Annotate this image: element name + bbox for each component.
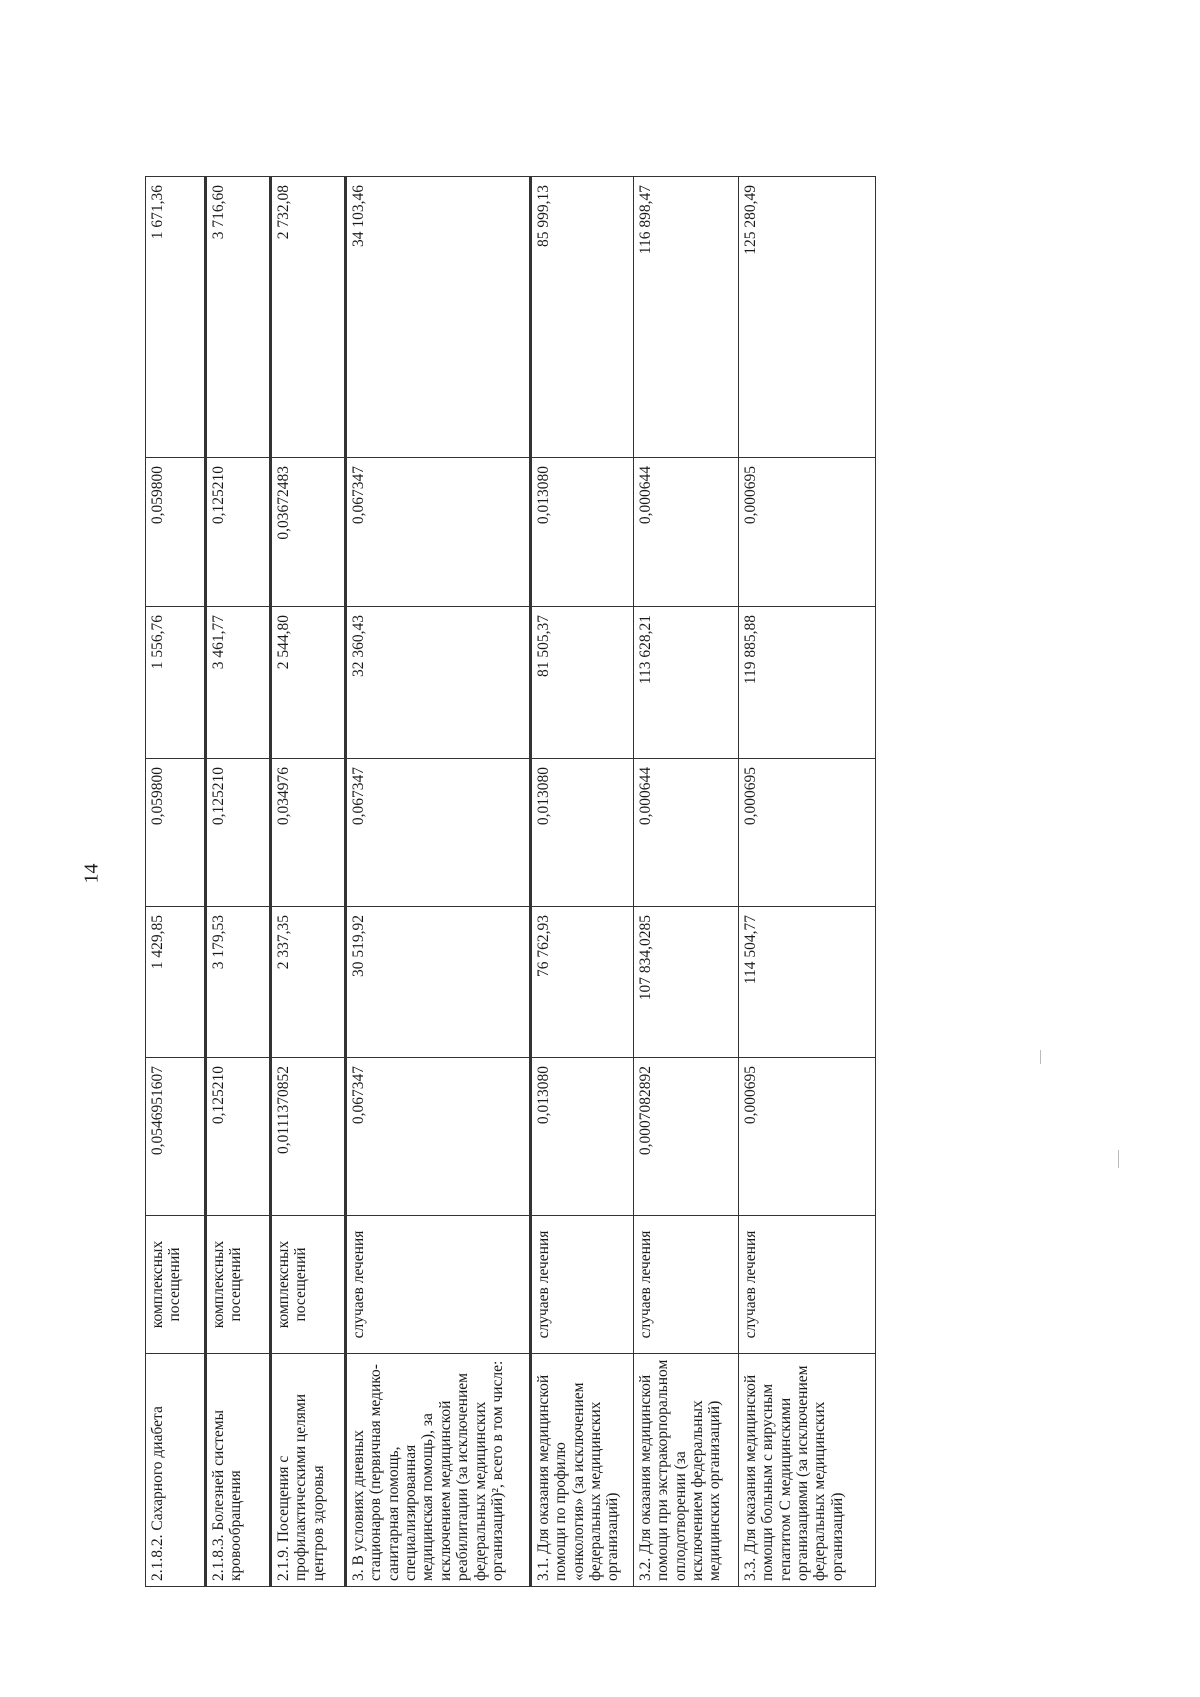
row-value-2: 30 519,92 xyxy=(346,907,531,1058)
row-name: 3.2. Для оказания медицинской помощи при экстракорпоральном оплодотворении (за исключением федеральных медицинских организаций) xyxy=(634,1354,739,1587)
scan-mark xyxy=(1118,1150,1119,1168)
row-unit: случаев лечения xyxy=(531,1216,634,1354)
row-value-3: 0,013080 xyxy=(531,759,634,907)
row-value-5: 0,03672483 xyxy=(271,458,346,607)
row-value-1: 0,067347 xyxy=(346,1058,531,1216)
row-value-6: 1 671,36 xyxy=(146,177,206,458)
row-value-5: 0,013080 xyxy=(531,458,634,607)
row-value-6: 125 280,49 xyxy=(739,177,876,458)
table-row xyxy=(271,177,346,1587)
table-row xyxy=(739,177,876,1587)
row-value-5: 0,000644 xyxy=(634,458,739,607)
table-row xyxy=(531,177,634,1587)
table-row xyxy=(634,177,739,1587)
row-value-1: 0,0111370852 xyxy=(271,1058,346,1216)
row-name: 3.3. Для оказания медицинской помощи больным с вирусным гепатитом С медицинскими организациями (за исключением федеральных медицинских организаций) xyxy=(739,1354,876,1587)
row-value-3: 0,000695 xyxy=(739,759,876,907)
table-row xyxy=(206,177,271,1587)
row-value-2: 3 179,53 xyxy=(206,907,271,1058)
row-value-4: 81 505,37 xyxy=(531,607,634,759)
row-value-5: 0,067347 xyxy=(346,458,531,607)
row-unit: случаев лечения xyxy=(739,1216,876,1354)
row-unit: случаев лечения xyxy=(634,1216,739,1354)
table-row xyxy=(146,177,206,1587)
row-value-6: 116 898,47 xyxy=(634,177,739,458)
table-row xyxy=(346,177,531,1587)
row-name: 3.1. Для оказания медицинской помощи по профилю «онкология» (за исключением федеральных медицинских организаций) xyxy=(531,1354,634,1587)
row-value-3: 0,059800 xyxy=(146,759,206,907)
rotated-table-container xyxy=(145,177,875,1587)
row-value-4: 119 885,88 xyxy=(739,607,876,759)
row-value-5: 0,000695 xyxy=(739,458,876,607)
row-value-3: 0,000644 xyxy=(634,759,739,907)
row-unit: комплексных посещений xyxy=(271,1216,346,1354)
row-value-3: 0,125210 xyxy=(206,759,271,907)
row-value-2: 1 429,85 xyxy=(146,907,206,1058)
row-name: 2.1.8.2. Сахарного диабета xyxy=(146,1354,206,1587)
row-unit: случаев лечения xyxy=(346,1216,531,1354)
row-value-3: 0,067347 xyxy=(346,759,531,907)
page-number: 14 xyxy=(80,863,103,884)
row-value-6: 2 732,08 xyxy=(271,177,346,458)
row-value-2: 76 762,93 xyxy=(531,907,634,1058)
row-value-5: 0,059800 xyxy=(146,458,206,607)
row-value-4: 2 544,80 xyxy=(271,607,346,759)
row-value-4: 3 461,77 xyxy=(206,607,271,759)
row-value-2: 114 504,77 xyxy=(739,907,876,1058)
row-name: 2.1.9. Посещения с профилактическими целями центров здоровья xyxy=(271,1354,346,1587)
row-value-1: 0,0546951607 xyxy=(146,1058,206,1216)
row-value-2: 107 834,0285 xyxy=(634,907,739,1058)
tariff-table xyxy=(145,176,876,1587)
row-value-1: 0,0007082892 xyxy=(634,1058,739,1216)
row-unit: комплексных посещений xyxy=(146,1216,206,1354)
row-value-5: 0,125210 xyxy=(206,458,271,607)
row-value-4: 32 360,43 xyxy=(346,607,531,759)
row-name: 3. В условиях дневных стационаров (первичная медико-санитарная помощь, специализированная медицинская помощь), за исключением медицинской реабилитации (за исключением федеральных медицинских организаций)², всего в том числе: xyxy=(346,1354,531,1587)
row-name: 2.1.8.3. Болезней системы кровообращения xyxy=(206,1354,271,1587)
row-value-6: 34 103,46 xyxy=(346,177,531,458)
row-value-6: 85 999,13 xyxy=(531,177,634,458)
row-value-4: 1 556,76 xyxy=(146,607,206,759)
row-value-1: 0,125210 xyxy=(206,1058,271,1216)
row-value-2: 2 337,35 xyxy=(271,907,346,1058)
scan-mark xyxy=(1040,1050,1041,1064)
row-value-4: 113 628,21 xyxy=(634,607,739,759)
row-value-3: 0,034976 xyxy=(271,759,346,907)
row-value-1: 0,013080 xyxy=(531,1058,634,1216)
row-unit: комплексных посещений xyxy=(206,1216,271,1354)
row-value-1: 0,000695 xyxy=(739,1058,876,1216)
row-value-6: 3 716,60 xyxy=(206,177,271,458)
